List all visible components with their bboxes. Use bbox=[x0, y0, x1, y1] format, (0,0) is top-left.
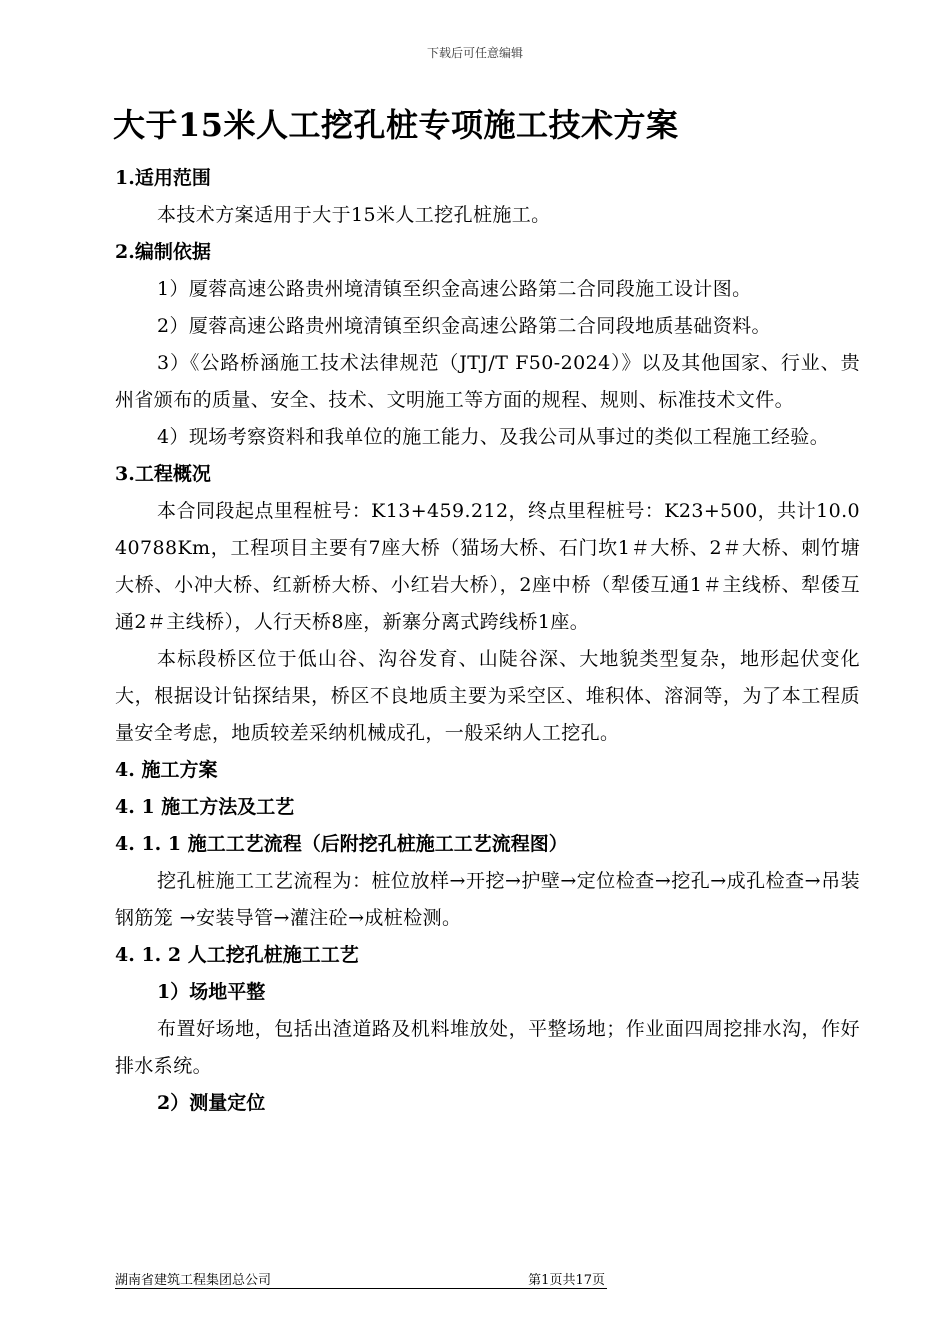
section-heading: 4. 施工方案 bbox=[115, 759, 218, 781]
paragraph: 本技术方案适用于大于15米人工挖孔桩施工。 bbox=[157, 204, 551, 226]
subsection-heading: 4. 1. 1 施工工艺流程（后附挖孔桩施工工艺流程图） bbox=[115, 833, 568, 855]
paragraph: 4）现场考察资料和我单位的施工能力、及我公司从事过的类似工程施工经验。 bbox=[157, 426, 830, 448]
footer-company: 湖南省建筑工程集团总公司 bbox=[115, 1273, 272, 1288]
paragraph: 布置好场地，包括出渣道路及机料堆放处，平整场地；作业面四周挖排水沟，作好排水系统。 bbox=[115, 1018, 860, 1077]
paragraph: 挖孔桩施工工艺流程为：桩位放样→开挖→护壁→定位检查→挖孔→成孔检查→吊装钢筋笼 →安装导管→灌注砼→成桩检测。 bbox=[115, 870, 860, 929]
header-note: 下载后可任意编辑 bbox=[426, 46, 523, 60]
document-body bbox=[115, 160, 860, 1122]
paragraph: 本合同段起点里程桩号：K13+459.212，终点里程桩号：K23+500，共计10.040788Km，工程项目主要有7座大桥（猫场大桥、石门坎1＃大桥、2＃大桥、刺竹塘大桥、小冲大桥、红新桥大桥、小红岩大桥），2座中桥（犁倭互通1＃主线桥、犁倭互通2＃主线桥），人行天桥8座，新寨分离式跨线桥1座。 bbox=[115, 500, 860, 633]
section-heading: 2.编制依据 bbox=[115, 241, 211, 263]
page-footer bbox=[115, 1268, 607, 1289]
section-heading: 1.适用范围 bbox=[115, 167, 211, 189]
section-heading: 3.工程概况 bbox=[115, 463, 211, 485]
paragraph: 1）厦蓉高速公路贵州境清镇至织金高速公路第二合同段施工设计图。 bbox=[157, 278, 752, 300]
paragraph: 3）《公路桥涵施工技术法律规范（JTJ/T F50-2024）》以及其他国家、行业、贵州省颁布的质量、安全、技术、文明施工等方面的规程、规则、标准技术文件。 bbox=[115, 352, 860, 411]
document-title: 大于15米人工挖孔桩专项施工技术方案 bbox=[113, 106, 679, 144]
paragraph: 本标段桥区位于低山谷、沟谷发育、山陡谷深、大地貌类型复杂，地形起伏变化大，根据设计钻探结果，桥区不良地质主要为采空区、堆积体、溶洞等，为了本工程质量安全考虑，地质较差采纳机械成孔，一般采纳人工挖孔。 bbox=[115, 648, 860, 744]
item-heading: 2）测量定位 bbox=[157, 1092, 266, 1114]
subsection-heading: 4. 1 施工方法及工艺 bbox=[115, 796, 295, 818]
subsection-heading: 4. 1. 2 人工挖孔桩施工工艺 bbox=[115, 944, 359, 966]
paragraph: 2）厦蓉高速公路贵州境清镇至织金高速公路第二合同段地质基础资料。 bbox=[157, 315, 771, 337]
footer-page-number: 第1页共17页 bbox=[528, 1273, 605, 1288]
item-heading: 1）场地平整 bbox=[157, 981, 266, 1003]
